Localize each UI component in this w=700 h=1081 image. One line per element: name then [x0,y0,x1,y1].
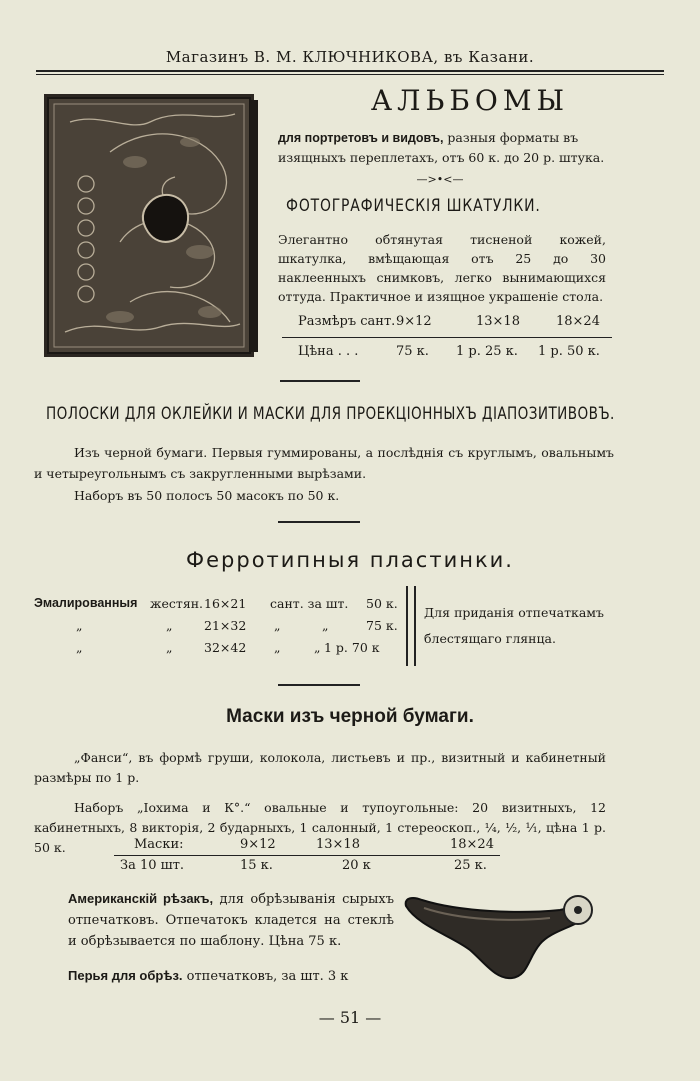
table-cell: 15 к. [240,858,273,873]
albums-description-bold: для портретовъ и видовъ, [278,131,444,145]
table-header-cell: 13×18 [316,837,360,852]
ferro-cell: 32×42 [204,640,247,655]
section-divider [278,521,360,523]
price-2: 1 р. 25 к. [456,344,518,359]
size-2: 13×18 [476,314,520,329]
header-rule [36,70,664,72]
section-divider [280,380,360,382]
price-3: 1 р. 50 к. [538,344,600,359]
ferro-cell: 21×32 [204,618,247,633]
price-rule [282,337,612,338]
ferro-cell: „ [166,640,173,655]
ferro-cell: „ [274,640,281,655]
size-label: Размѣръ сант. [298,314,396,329]
page-number: — 51 — [318,1008,382,1027]
ferro-table [34,596,404,662]
ferro-row [34,596,404,618]
masks-title: Маски изъ черной бумаги. [226,706,474,727]
table-cell: 25 к. [454,858,487,873]
price-1: 75 к. [396,344,429,359]
strips-set: Наборъ въ 50 полосъ 50 масокъ по 50 к. [74,488,340,503]
double-vertical-bar [406,586,416,666]
ferro-note: Для приданія отпечаткамъ блестящаго глянца. [424,605,604,646]
cutter-illustration [400,892,596,980]
cutter-text: для обрѣзыванія сырыхъ отпечатковъ. Отпечатокъ кладется на стеклѣ и обрѣзывается по шаблону. Цѣна 75 к. [68,892,394,949]
strips-title: ПОЛОСКИ ДЛЯ ОКЛЕЙКИ И МАСКИ ДЛЯ ПРОЕКЦІОННЫХЪ ДІАПОЗИТИВОВЪ. [46,404,615,424]
albums-description [278,128,608,167]
ferro-cell: жестян. [150,596,204,611]
table-header-cell: 9×12 [240,837,276,852]
pens-name: Перья для обрѣз. [68,968,183,983]
albums-title: АЛЬБОМЫ [370,84,570,117]
ferro-title: Ферротипныя пластинки. [186,548,514,572]
size-3: 18×24 [556,314,600,329]
ferro-cell: „ [314,640,321,655]
ferro-cell: „ [274,618,281,633]
strips-description: Изъ черной бумаги. Первыя гуммированы, а послѣднія съ круглымъ, овальнымъ и четыреугольнымъ съ закругленными вырѣзами. [34,445,614,481]
masks-price-table [114,837,500,874]
pens-line [68,968,398,984]
photo-boxes-description: Элегантно обтянутая тисненой кожей, шкатулка, вмѣщающая отъ 25 до 30 наклеенныхъ снимковъ, легко вынимающихся оттуда. Практичное и изящное украшеніе стола. [278,232,606,304]
header-rule-thin [36,74,664,75]
ferro-row [34,618,404,640]
table-header-cell: 18×24 [450,837,494,852]
table-cell: За 10 шт. [120,858,185,873]
ferro-row [34,640,404,662]
album-illustration [40,92,262,359]
cutter-description [68,888,394,952]
ferro-cell: сант. за шт. [270,596,349,611]
size-1: 9×12 [396,314,432,329]
ferro-cell: „ [76,618,83,633]
cutter-name: Американскій рѣзакъ, [68,891,214,906]
price-label: Цѣна . . . [298,344,359,359]
page-header: Магазинъ В. М. КЛЮЧНИКОВА, въ Казани. [165,48,535,66]
albums-description-text: разныя форматы въ изящныхъ переплетахъ, отъ 60 к. до 20 р. штука. [278,130,605,165]
ferro-cell: 75 к. [366,618,398,633]
ferro-cell: 1 р. 70 к [324,640,380,655]
ferro-cell: „ [76,640,83,655]
ferro-cell: 16×21 [204,596,247,611]
ornament-divider: —>•<— [416,173,464,186]
section-divider [278,684,360,686]
masks-fancy-text: „Фанси“, въ формѣ груши, колокола, листьевъ и пр., визитный и кабинетный размѣры по 1 р. [34,750,606,785]
table-row [114,837,500,855]
table-cell: 20 к [342,858,371,873]
table-header-cell: Маски: [134,837,184,852]
masks-set-text: Наборъ „Іохима и К°.“ овальные и тупоугольные: 20 визитныхъ, 12 кабинетныхъ, 8 викторія, 2 бударныхъ, 1 салонный, 1 стереоскоп., ¼, ½, ¹⁄₁, цѣна 1 р. 50 к. [34,800,606,855]
ferro-cell: 50 к. [366,596,398,611]
pens-text: отпечатковъ, за шт. 3 к [182,969,349,984]
ferro-cell: Эмалированныя [34,596,138,610]
table-row [114,855,500,874]
ferro-cell: „ [322,618,329,633]
ferro-cell: „ [166,618,173,633]
photo-boxes-title: ФОТОГРАФИЧЕСКІЯ ШКАТУЛКИ. [286,196,541,216]
